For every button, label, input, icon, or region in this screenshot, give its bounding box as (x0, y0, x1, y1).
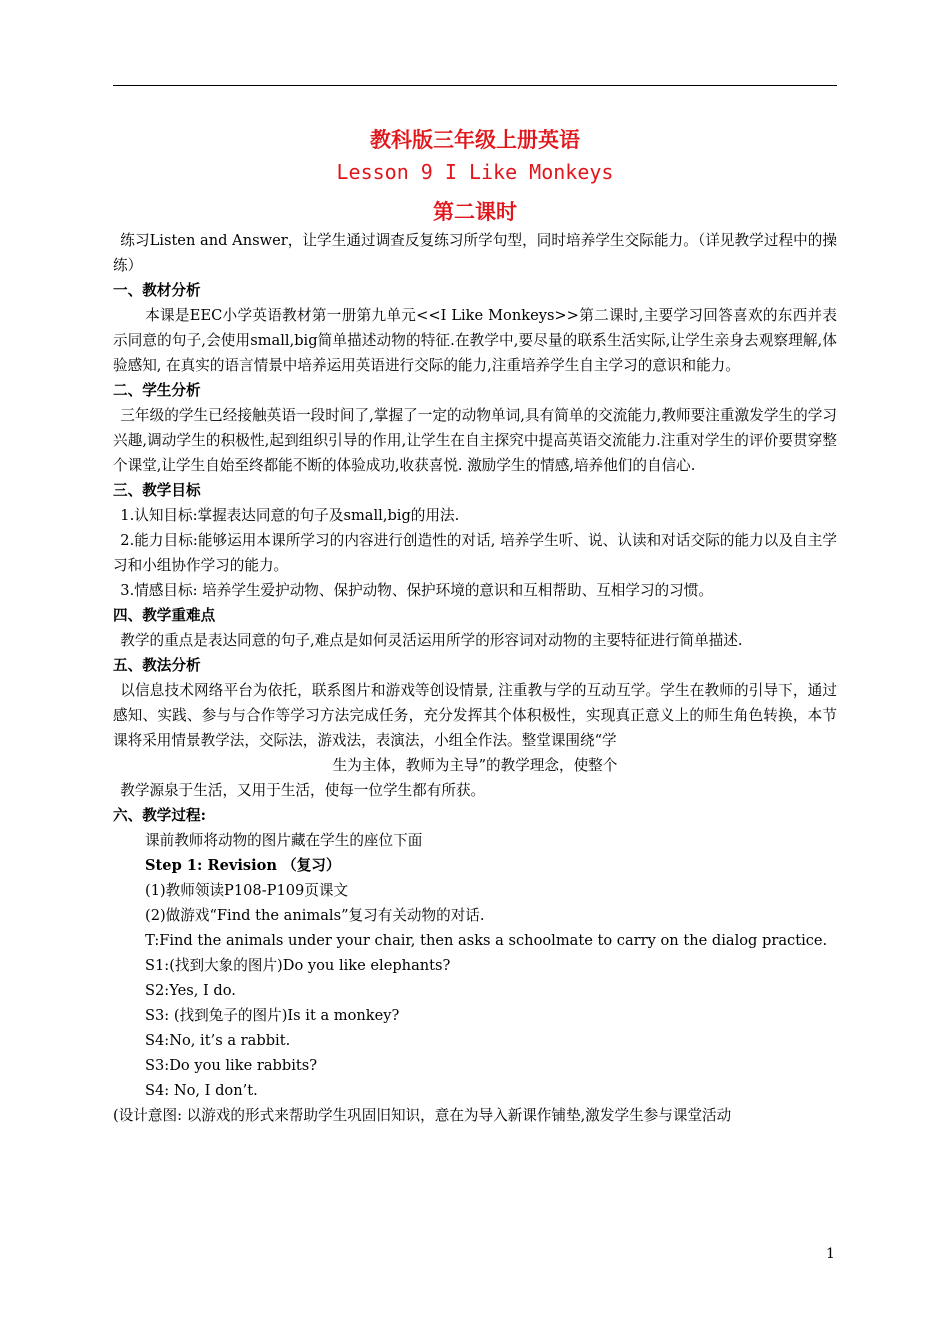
methods-center-line: 生为主体，教师为主导”的教学理念，使整个 (332, 757, 618, 774)
dialog-s2-line: S2:Yes, I do. (145, 982, 236, 999)
methods-text: 以信息技术网络平台为依托，联系图片和游戏等创设情景, 注重教与学的互动互学。学生在教师的引导下，通过感知、实践、参与与合作等学习方法完成任务，充分发挥其个体积极性，实现真正意义上的师生角色转换，本节课将采用情景教学法，交际法，游戏法，表演法，小组全作法。整堂课围绕“学 (113, 682, 837, 749)
methods-last-line: 教学源泉于生活，又用于生活，使每一位学生都有所获。 (120, 782, 486, 799)
process-prep: 课前教师将动物的图片藏在学生的座位下面 (145, 832, 423, 849)
section-heading-methods: 五、教法分析 (113, 657, 201, 674)
goal-emotion: 3.情感目标: 培养学生爱护动物、保护动物、保护环境的意识和互相帮助、互相学习的习惯。 (120, 582, 713, 599)
goal-cognitive: 1.认知目标:掌握表达同意的句子及small,big的用法. (120, 507, 460, 524)
section-heading-goals: 三、教学目标 (113, 482, 201, 499)
page-number: 1 (826, 1246, 835, 1262)
dialog-s3-line: S3: (找到兔子的图片)Is it a monkey? (145, 1007, 400, 1024)
key-points-text: 教学的重点是表达同意的句子,难点是如何灵活运用所学的形容词对动物的主要特征进行简单描述. (120, 632, 743, 649)
section-heading-students: 二、学生分析 (113, 382, 201, 399)
design-intent-note: (设计意图: 以游戏的形式来帮助学生巩固旧知识，意在为导入新课作铺垫,激发学生参与课堂活动 (113, 1107, 732, 1124)
dialog-s4-line: S4:No, it’s a rabbit. (145, 1032, 291, 1049)
goal-ability: 2.能力目标:能够运用本课所学习的内容进行创造性的对话, 培养学生听、说、认读和对话交际的能力以及自主学习和小组协作学习的能力。 (113, 532, 837, 574)
period-title: 第二课时 (433, 199, 517, 224)
lesson-title: Lesson 9 I Like Monkeys (336, 160, 614, 184)
textbook-analysis-text: 本课是EEC小学英语教材第一册第九单元<<I Like Monkeys>>第二课时,主要学习回答喜欢的东西并表示同意的句子,会使用small,big简单描述动物的特征.在教学中,要尽量的联系生活实际,让学生亲身去观察理解,体验感知, 在真实的语言情景中培养运用英语进行交际的能力,注重培养学生自主学习的意识和能力。 (113, 307, 837, 374)
intro-paragraph: 练习Listen and Answer，让学生通过调查反复练习所学句型，同时培养学生交际能力。（详见教学过程中的操练） (113, 232, 837, 274)
step1-heading: Step 1: Revision （复习） (145, 857, 341, 874)
section-heading-process: 六、教学过程: (113, 807, 206, 824)
step1-item-2: (2)做游戏“Find the animals”复习有关动物的对话. (145, 907, 485, 924)
section-heading-key-points: 四、教学重难点 (113, 607, 216, 624)
dialog-teacher-line: T:Find the animals under your chair, then asks a schoolmate to carry on the dialog practice. (145, 932, 828, 949)
document-body (113, 228, 837, 1128)
document-title: 教科版三年级上册英语 (370, 127, 580, 152)
header-rule (113, 85, 837, 86)
dialog-s3b-line: S3:Do you like rabbits? (145, 1057, 318, 1074)
dialog-s4b-line: S4: No, I don’t. (145, 1082, 258, 1099)
student-analysis-text: 三年级的学生已经接触英语一段时间了,掌握了一定的动物单词,具有简单的交流能力,教师要注重激发学生的学习兴趣,调动学生的积极性,起到组织引导的作用,让学生在自主探究中提高英语交流能力.注重对学生的评价要贯穿整个课堂,让学生自始至终都能不断的体验成功,收获喜悦. 激励学生的情感,培养他们的自信心. (113, 407, 837, 474)
dialog-s1-line: S1:(找到大象的图片)Do you like elephants? (145, 957, 451, 974)
step1-item-1: (1)教师领读P108-P109页课文 (145, 882, 349, 899)
section-heading-textbook: 一、教材分析 (113, 282, 201, 299)
